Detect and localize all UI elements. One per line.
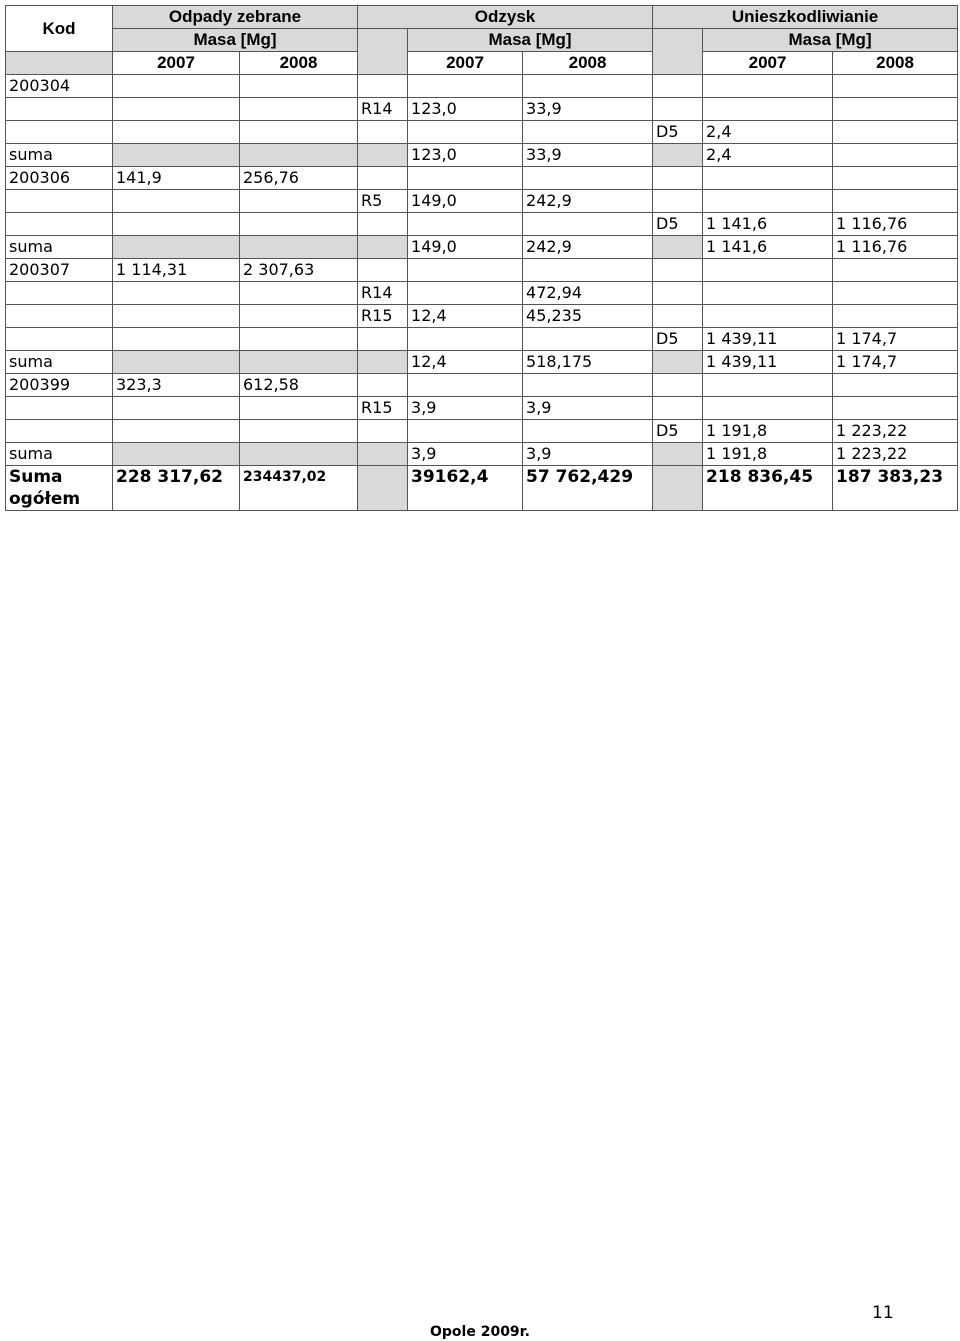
table-cell [703,374,833,397]
table-cell: 141,9 [113,167,240,190]
table-cell [833,190,958,213]
table-cell: 1 439,11 [703,351,833,374]
table-cell [833,305,958,328]
odzysk-code-gap [358,29,408,75]
table-cell [408,259,523,282]
table-cell [523,167,653,190]
table-cell [833,374,958,397]
table-body [6,75,958,466]
table-row [6,190,958,213]
total-zebrane-2008: 234437,02 [240,466,358,511]
odzysk-header: Odzysk [358,6,653,29]
table-cell [703,190,833,213]
table-cell: 3,9 [523,443,653,466]
table-cell: 3,9 [408,397,523,420]
total-odzysk-2007: 39162,4 [408,466,523,511]
footer-text: Opole 2009r. [430,1324,530,1340]
table-cell: 123,0 [408,98,523,121]
table-cell: R14 [358,282,408,305]
table-cell [113,190,240,213]
table-cell [833,397,958,420]
table-cell [113,420,240,443]
table-cell: 200306 [6,167,113,190]
table-cell: suma [6,443,113,466]
zebrane-header: Odpady zebrane [113,6,358,29]
unieszk-code-gap [653,29,703,75]
table-cell [6,121,113,144]
table-cell: 323,3 [113,374,240,397]
table-cell: 1 174,7 [833,351,958,374]
table-cell [703,282,833,305]
total-label [6,466,113,511]
table-cell [358,420,408,443]
table-cell: 3,9 [408,443,523,466]
odzysk-masa: Masa [Mg] [408,29,653,52]
zebrane-2008: 2008 [240,52,358,75]
table-cell [113,351,240,374]
table-cell [653,282,703,305]
table-cell [6,305,113,328]
waste-table [5,5,958,511]
table-cell [240,443,358,466]
table-cell [240,282,358,305]
table-cell [523,259,653,282]
table-cell [358,443,408,466]
table-cell: 149,0 [408,190,523,213]
table-cell [653,374,703,397]
unieszk-header: Unieszkodliwianie [653,6,958,29]
total-zebrane-2007: 228 317,62 [113,466,240,511]
table-cell: R15 [358,397,408,420]
total-label-line2: ogółem [9,489,81,509]
unieszk-2007: 2007 [703,52,833,75]
table-cell: 1 191,8 [703,443,833,466]
table-cell: 2 307,63 [240,259,358,282]
header-row-2 [6,29,958,52]
table-cell: 200304 [6,75,113,98]
table-cell [523,328,653,351]
table-cell [523,420,653,443]
table-cell [653,167,703,190]
table-cell: 1 141,6 [703,236,833,259]
table-cell: 1 223,22 [833,443,958,466]
table-cell [240,121,358,144]
header-row-3 [6,52,958,75]
table-cell [113,98,240,121]
table-cell [240,305,358,328]
table-cell [408,121,523,144]
kod-year-gap [6,52,113,75]
total-row [6,466,958,511]
table-cell [523,374,653,397]
table-cell [833,282,958,305]
table-row [6,351,958,374]
table-cell [833,259,958,282]
table-cell [6,213,113,236]
table-cell [113,144,240,167]
table-cell [113,443,240,466]
unieszk-2008: 2008 [833,52,958,75]
table-cell [653,351,703,374]
table-cell [833,75,958,98]
table-cell: 200399 [6,374,113,397]
table-cell: 1 191,8 [703,420,833,443]
table-cell: 200307 [6,259,113,282]
table-cell [240,190,358,213]
table-cell [6,420,113,443]
table-cell [358,121,408,144]
table-cell [408,328,523,351]
table-cell: 1 223,22 [833,420,958,443]
table-cell: 123,0 [408,144,523,167]
table-cell: suma [6,351,113,374]
table-cell [358,144,408,167]
table-cell [653,259,703,282]
zebrane-masa: Masa [Mg] [113,29,358,52]
table-cell [703,75,833,98]
table-cell [240,420,358,443]
table-cell [113,236,240,259]
table-cell [653,236,703,259]
table-cell [653,190,703,213]
table-cell [358,167,408,190]
kod-header: Kod [6,6,113,52]
table-cell [113,282,240,305]
table-row [6,98,958,121]
table-cell: 2,4 [703,121,833,144]
total-gap-1 [358,466,408,511]
total-unieszk-2008: 187 383,23 [833,466,958,511]
table-cell [358,213,408,236]
table-cell [113,213,240,236]
table-cell [358,236,408,259]
table-cell: 472,94 [523,282,653,305]
total-unieszk-2007: 218 836,45 [703,466,833,511]
table-cell [113,75,240,98]
table-cell [358,259,408,282]
table-cell [408,75,523,98]
table-cell [408,374,523,397]
table-row [6,213,958,236]
table-cell [113,305,240,328]
table-cell: 242,9 [523,190,653,213]
table-row [6,167,958,190]
table-cell [358,75,408,98]
table-cell [240,144,358,167]
table-row [6,236,958,259]
table-cell: R5 [358,190,408,213]
table-row [6,259,958,282]
zebrane-2007: 2007 [113,52,240,75]
table-cell [240,213,358,236]
header-row-1 [6,6,958,29]
table-cell: 242,9 [523,236,653,259]
table-cell [408,167,523,190]
table-cell [6,397,113,420]
table-cell: 1 114,31 [113,259,240,282]
table-cell: 2,4 [703,144,833,167]
table-cell [653,443,703,466]
table-cell [833,167,958,190]
table-cell [408,420,523,443]
table-cell: 33,9 [523,98,653,121]
table-cell: 256,76 [240,167,358,190]
table-cell [113,397,240,420]
table-cell: 149,0 [408,236,523,259]
table-cell: 12,4 [408,305,523,328]
table-row [6,305,958,328]
table-cell [6,190,113,213]
odzysk-2007: 2007 [408,52,523,75]
table-cell: 612,58 [240,374,358,397]
table-cell: 1 439,11 [703,328,833,351]
table-row [6,397,958,420]
table-cell: 12,4 [408,351,523,374]
table-cell: R14 [358,98,408,121]
table-cell [703,167,833,190]
table-cell: 45,235 [523,305,653,328]
table-cell [653,75,703,98]
table-cell: D5 [653,121,703,144]
table-cell [240,397,358,420]
table-row [6,282,958,305]
table-cell: 1 141,6 [703,213,833,236]
table-cell [703,259,833,282]
table-row [6,420,958,443]
table-cell [653,305,703,328]
table-cell [358,374,408,397]
table-cell [240,236,358,259]
total-label-line1: Suma [9,467,63,487]
table-cell [6,282,113,305]
table-cell: suma [6,236,113,259]
table-row [6,121,958,144]
total-odzysk-2008: 57 762,429 [523,466,653,511]
table-cell [833,121,958,144]
table-cell: R15 [358,305,408,328]
table-cell [653,144,703,167]
table-cell [240,328,358,351]
unieszk-masa: Masa [Mg] [703,29,958,52]
table-cell [358,351,408,374]
table-cell: suma [6,144,113,167]
table-cell [833,144,958,167]
table-cell [6,98,113,121]
table-cell [6,328,113,351]
table-cell [240,351,358,374]
table-cell: 1 116,76 [833,213,958,236]
total-gap-2 [653,466,703,511]
table-cell [703,305,833,328]
table-cell [523,213,653,236]
table-cell [358,328,408,351]
table-cell [408,282,523,305]
table-row [6,328,958,351]
table-cell [113,328,240,351]
table-cell [653,98,703,121]
table-cell: 518,175 [523,351,653,374]
table-cell [523,121,653,144]
table-cell: 33,9 [523,144,653,167]
table-cell [703,397,833,420]
page-number: 11 [872,1303,894,1323]
table-cell: D5 [653,328,703,351]
table-cell [240,98,358,121]
table-cell [523,75,653,98]
table-cell [703,98,833,121]
table-cell [408,213,523,236]
table-cell: 1 116,76 [833,236,958,259]
table-row [6,443,958,466]
odzysk-2008: 2008 [523,52,653,75]
table-cell: D5 [653,420,703,443]
table-cell: 1 174,7 [833,328,958,351]
table-cell [240,75,358,98]
table-cell: 3,9 [523,397,653,420]
table-cell [833,98,958,121]
table-cell: D5 [653,213,703,236]
table-row [6,374,958,397]
table-row [6,75,958,98]
table-row [6,144,958,167]
table-cell [653,397,703,420]
table-cell [113,121,240,144]
